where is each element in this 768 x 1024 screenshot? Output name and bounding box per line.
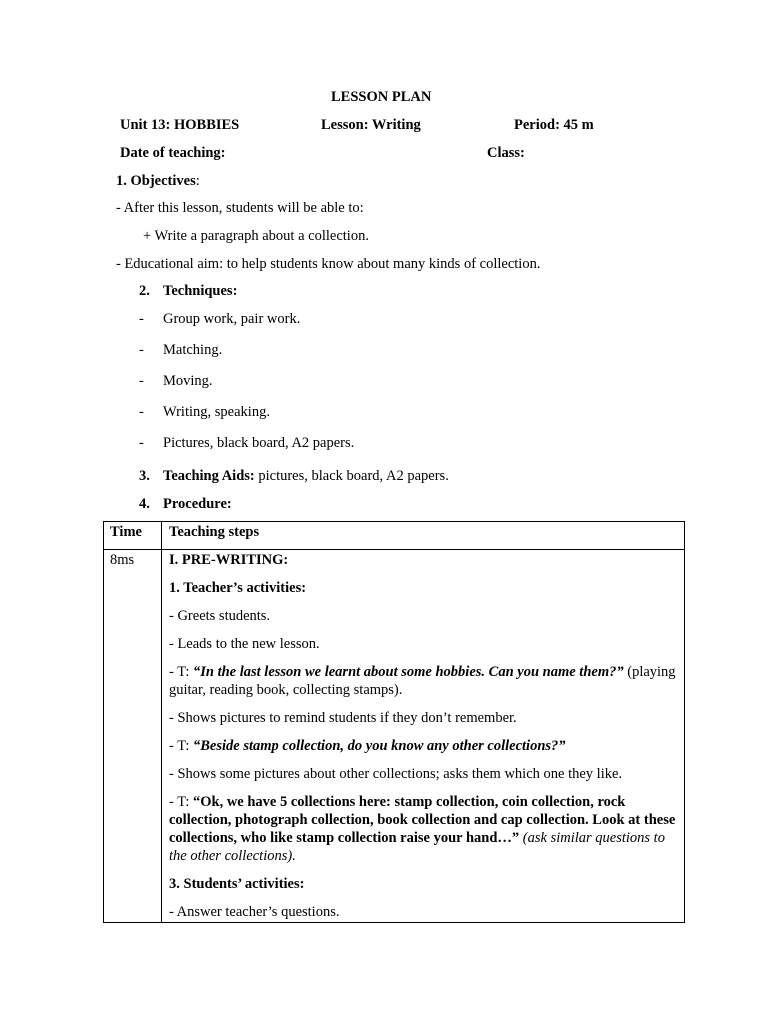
technique-item-2: Matching. bbox=[163, 342, 223, 358]
step-question-1 bbox=[169, 663, 678, 699]
step-answer: - Answer teacher’s questions. bbox=[169, 904, 340, 920]
question-3-note: (ask similar questions to the other collections). bbox=[169, 830, 665, 864]
question-3-prefix: - T: bbox=[169, 794, 193, 810]
question-1-text: “In the last lesson we learnt about some hobbies. Can you name them?” bbox=[192, 664, 624, 680]
objectives-heading bbox=[116, 172, 200, 190]
question-2-prefix: - T: bbox=[169, 738, 193, 754]
technique-item-5: Pictures, black board, A2 papers. bbox=[163, 435, 355, 451]
column-header-time: Time bbox=[104, 522, 162, 550]
question-1-prefix: - T: bbox=[169, 664, 193, 680]
step-greets: - Greets students. bbox=[169, 608, 271, 624]
teaching-aids-line bbox=[163, 467, 449, 485]
techniques-heading: Techniques: bbox=[163, 283, 238, 299]
class-label: Class: bbox=[487, 145, 525, 161]
step-question-2 bbox=[169, 737, 678, 755]
question-1-suffix: (playing guitar, reading book, collecting stamps). bbox=[169, 664, 676, 698]
objectives-line-1: - After this lesson, students will be able to: bbox=[116, 200, 364, 216]
document-title: LESSON PLAN bbox=[331, 89, 432, 105]
lesson-label: Lesson: Writing bbox=[321, 117, 421, 133]
step-shows-collections: - Shows some pictures about other collections; asks them which one they like. bbox=[169, 766, 623, 782]
objectives-number: 1. bbox=[116, 173, 127, 189]
technique-item-4: Writing, speaking. bbox=[163, 404, 270, 420]
procedure-heading: Procedure: bbox=[163, 496, 232, 512]
step-shows-pictures: - Shows pictures to remind students if they don’t remember. bbox=[169, 710, 517, 726]
table-row bbox=[104, 550, 685, 923]
teacher-activities-heading: 1. Teacher’s activities: bbox=[169, 580, 307, 596]
step-question-3 bbox=[169, 793, 678, 865]
technique-dash-1: - bbox=[139, 311, 144, 327]
teaching-steps-cell bbox=[162, 550, 685, 923]
objectives-line-3: - Educational aim: to help students know about many kinds of collection. bbox=[116, 256, 541, 272]
teaching-aids-number: 3. bbox=[139, 468, 150, 484]
period-label: Period: 45 m bbox=[514, 117, 594, 133]
column-header-teaching-steps: Teaching steps bbox=[162, 522, 685, 550]
procedure-table bbox=[103, 521, 685, 923]
technique-dash-2: - bbox=[139, 342, 144, 358]
section-heading: I. PRE-WRITING: bbox=[169, 552, 289, 568]
question-2-text: “Beside stamp collection, do you know any other collections?” bbox=[192, 738, 566, 754]
teaching-aids-heading: Teaching Aids: bbox=[163, 468, 255, 484]
techniques-number: 2. bbox=[139, 283, 150, 299]
objectives-line-2: + Write a paragraph about a collection. bbox=[143, 228, 369, 244]
step-leads: - Leads to the new lesson. bbox=[169, 636, 320, 652]
question-3-text: “Ok, we have 5 collections here: stamp collection, coin collection, rock collection, photograph collection, book collection and cap collection. Look at these collections, who like stamp collection raise your hand…” bbox=[169, 794, 676, 846]
time-cell: 8ms bbox=[104, 550, 162, 923]
teaching-aids-text: pictures, black board, A2 papers. bbox=[254, 468, 449, 484]
technique-dash-4: - bbox=[139, 404, 144, 420]
students-activities-heading: 3. Students’ activities: bbox=[169, 876, 305, 892]
technique-item-1: Group work, pair work. bbox=[163, 311, 301, 327]
procedure-table-header bbox=[104, 522, 685, 550]
procedure-number: 4. bbox=[139, 496, 150, 512]
technique-dash-5: - bbox=[139, 435, 144, 451]
unit-label: Unit 13: HOBBIES bbox=[120, 117, 240, 133]
technique-dash-3: - bbox=[139, 373, 144, 389]
objectives-title: Objectives bbox=[130, 173, 196, 189]
objectives-colon: : bbox=[195, 173, 200, 189]
technique-item-3: Moving. bbox=[163, 373, 213, 389]
date-of-teaching-label: Date of teaching: bbox=[120, 145, 226, 161]
